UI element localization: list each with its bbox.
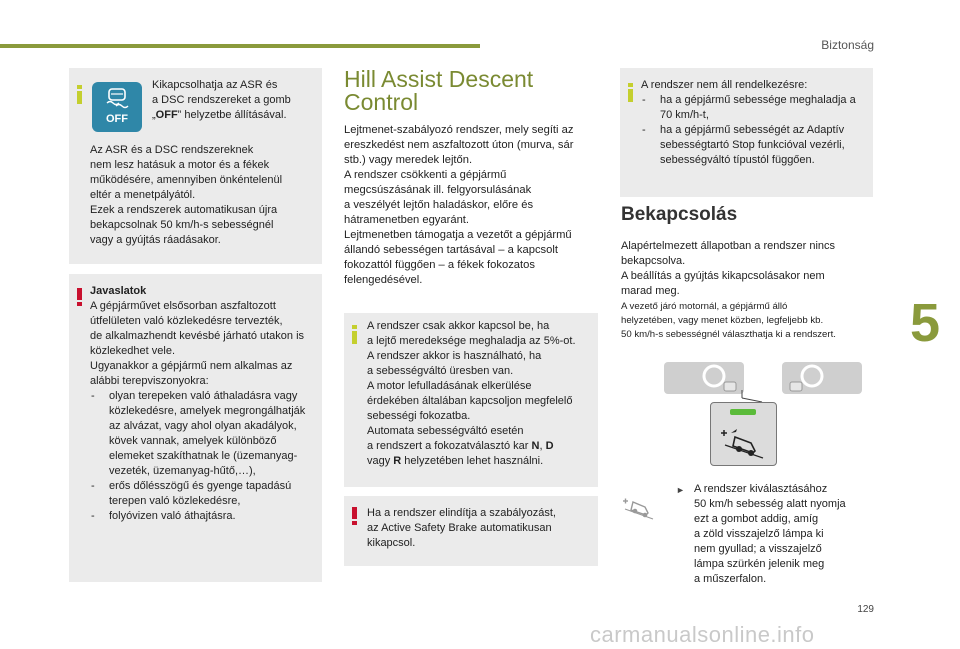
info-icon xyxy=(77,85,82,104)
body-line: Lejtmenet-szabályozó rendszer, mely segíti az xyxy=(344,124,574,136)
warn-line: Ha a rendszer elindítja a szabályozást, xyxy=(367,507,556,519)
list-item: - ha a gépjármű sebességét az Adaptív sebességtartó Stop funkcióval vezérli, sebességváltó típustól függően. xyxy=(641,123,869,168)
asr-line: bekapcsolnak 50 km/h-s sebességnél xyxy=(90,219,274,231)
body-line: bekapcsolva. xyxy=(621,255,686,267)
hadc-symbol-icon xyxy=(621,492,655,520)
warning-text xyxy=(90,284,320,524)
availability-intro: A rendszer nem áll rendelkezésre: xyxy=(641,79,808,91)
green-indicator-lamp xyxy=(730,409,756,415)
body-line: fokozattól függően – a fékek fokozatos xyxy=(344,259,535,271)
instruction-line: a műszerfalon. xyxy=(694,573,767,585)
heading-line: Control xyxy=(344,89,419,115)
body-line: felengedésével. xyxy=(344,274,423,286)
warning-title: Javaslatok xyxy=(90,285,147,297)
info-line: sebességi fokozatba. xyxy=(367,410,471,422)
page-number: 129 xyxy=(857,604,874,615)
bullet-arrow: ► xyxy=(676,485,685,495)
section-title: Biztonság xyxy=(821,38,874,52)
note-line: 50 km/h-s sebességnél választhatja ki a rendszert. xyxy=(621,329,836,340)
steering-wheel-left-illustration xyxy=(664,362,744,394)
hadc-info-text xyxy=(367,319,597,469)
gear-n: N xyxy=(531,440,540,452)
activation-text xyxy=(621,239,876,342)
info-line: Automata sebességváltó esetén xyxy=(367,425,524,437)
intro-line: Kikapcsolhatja az ASR és xyxy=(152,79,278,91)
body-line: marad meg. xyxy=(621,285,680,297)
body-line: A rendszer csökkenti a gépjármű xyxy=(344,169,507,181)
info-line: A rendszer csak akkor kapcsol be, ha xyxy=(367,320,550,332)
descent-car-icon xyxy=(717,421,769,459)
body-line: a veszélyét lejtőn haladáskor, előre és xyxy=(344,199,534,211)
asb-warning-text xyxy=(367,506,595,551)
list-item: - ha a gépjármű sebessége meghaladja a 70 km/h-t, xyxy=(641,93,869,123)
asr-line: nem lesz hatásuk a motor és a fékek xyxy=(90,159,270,171)
asb-warning-box xyxy=(344,496,598,566)
steering-wheel-icon xyxy=(782,362,862,394)
info-icon xyxy=(352,325,357,344)
instruction-line: 50 km/h sebesség alatt nyomja xyxy=(694,498,846,510)
off-label: OFF xyxy=(155,109,178,121)
asr-text xyxy=(90,143,315,248)
warn-line: kikapcsol. xyxy=(367,537,416,549)
hadc-button-illustration xyxy=(710,402,777,466)
warning-line: A gépjárművet elsősorban aszfaltozott xyxy=(90,300,276,312)
warn-line: az Active Safety Brake automatikusan xyxy=(367,522,552,534)
info-icon xyxy=(628,83,633,102)
warning-line: útfelületen való közlekedésre tervezték, xyxy=(90,315,283,327)
info-line: a sebességváltó üresben van. xyxy=(367,365,514,377)
watermark: carmanualsonline.info xyxy=(590,622,815,647)
asr-line: eltér a menetpályától. xyxy=(90,189,196,201)
body-line: Alapértelmezett állapotban a rendszer nincs xyxy=(621,240,836,252)
activation-heading: Bekapcsolás xyxy=(621,204,738,225)
body-line: ereszkedést nem aszfaltozott úton (murva, sár xyxy=(344,139,574,151)
list-item: - olyan terepeken való áthaladásra vagy közlekedésre, amelyek megrongálhatják az alvázat, vagy ahol olyan akadályok, kövek vannak, amelyek különböző elemeket szakíthatnak le (üzemanyag-vezeték, üzemanyag-hűtő,…), xyxy=(90,389,308,479)
intro-text xyxy=(152,78,317,123)
list-item: - erős dőlésszögű és gyenge tapadású terepen való közlekedésre, xyxy=(90,479,308,509)
steering-wheel-icon xyxy=(664,362,744,394)
info-line: a lejtő meredeksége meghaladja az 5%-ot. xyxy=(367,335,576,347)
asr-line: vagy a gyújtás ráadásakor. xyxy=(90,234,221,246)
info-line: A rendszer akkor is használható, ha xyxy=(367,350,542,362)
instruction-line: lámpa szürkén jelenik meg xyxy=(694,558,825,570)
section-heading xyxy=(344,68,584,114)
note-line: helyzetében, vagy menet közben, legfeljebb kb. xyxy=(621,315,824,326)
warning-line: közlekedhet vele. xyxy=(90,345,175,357)
gear-d: D xyxy=(545,440,554,452)
asr-line: működésére, amennyiben önkéntelenül xyxy=(90,174,283,186)
info-line: vagy R helyzetében lehet használni. xyxy=(367,455,544,467)
activation-note xyxy=(621,300,876,342)
warning-line: Ugyanakkor a gépjármű nem alkalmas az xyxy=(90,360,293,372)
intro-line: „OFF” helyzetbe állításával. xyxy=(152,109,287,121)
instruction-line: nem gyullad; a visszajelző xyxy=(694,543,822,555)
list-item: - folyóvizen való áthajtásra. xyxy=(90,509,308,524)
gear-r: R xyxy=(393,455,402,467)
activation-instruction xyxy=(676,482,876,587)
availability-list xyxy=(641,93,869,168)
asr-off-button-icon xyxy=(92,82,142,132)
intro-line: a DSC rendszereket a gomb xyxy=(152,94,291,106)
body-line: stb.) vagy meredek lejtőn. xyxy=(344,154,473,166)
off-icon-label: OFF xyxy=(106,113,128,125)
body-line: megcsúszásának ill. felgyorsulásának xyxy=(344,184,532,196)
warning-icon xyxy=(77,288,82,306)
availability-text xyxy=(641,78,871,168)
heading-line: Hill Assist Descent xyxy=(344,66,534,92)
chapter-number: 5 xyxy=(909,293,940,353)
instruction-line: a zöld visszajelző lámpa ki xyxy=(694,528,824,540)
info-line: érdekében általában kapcsoljon megfelelő xyxy=(367,395,573,407)
note-line: A vezető járó motornál, a gépjármű álló xyxy=(621,301,788,312)
asr-line: Ezek a rendszerek automatikusan újra xyxy=(90,204,278,216)
hadc-info-box xyxy=(344,313,598,487)
instruction-line: ezt a gombot addig, amíg xyxy=(694,513,819,525)
steering-wheel-right-illustration xyxy=(782,362,862,394)
info-line: a rendszert a fokozatválasztó kar N, D xyxy=(367,440,554,452)
terrain-list xyxy=(90,389,308,524)
warning-line: de alkalmazhendt kevésbé járható utakon is xyxy=(90,330,305,342)
info-line: A motor lefulladásának elkerülése xyxy=(367,380,532,392)
terrain-warning-box xyxy=(69,274,322,582)
warning-icon xyxy=(352,507,357,525)
instruction-line: A rendszer kiválasztásához xyxy=(694,483,828,495)
body-line: állandó sebességen tartásával – a kapcsolt xyxy=(344,244,558,256)
hadc-description xyxy=(344,123,599,288)
body-line: A beállítás a gyújtás kikapcsolásakor nem xyxy=(621,270,825,282)
availability-info-box xyxy=(620,68,873,197)
asr-line: Az ASR és a DSC rendszereknek xyxy=(90,144,254,156)
body-line: Lejtmenetben támogatja a vezetőt a gépjármű xyxy=(344,229,572,241)
skid-car-icon xyxy=(92,82,142,116)
body-line: hátramenetben egyaránt. xyxy=(344,214,470,226)
warning-line: alábbi terepviszonyokra: xyxy=(90,375,209,387)
header-rule xyxy=(0,44,480,48)
